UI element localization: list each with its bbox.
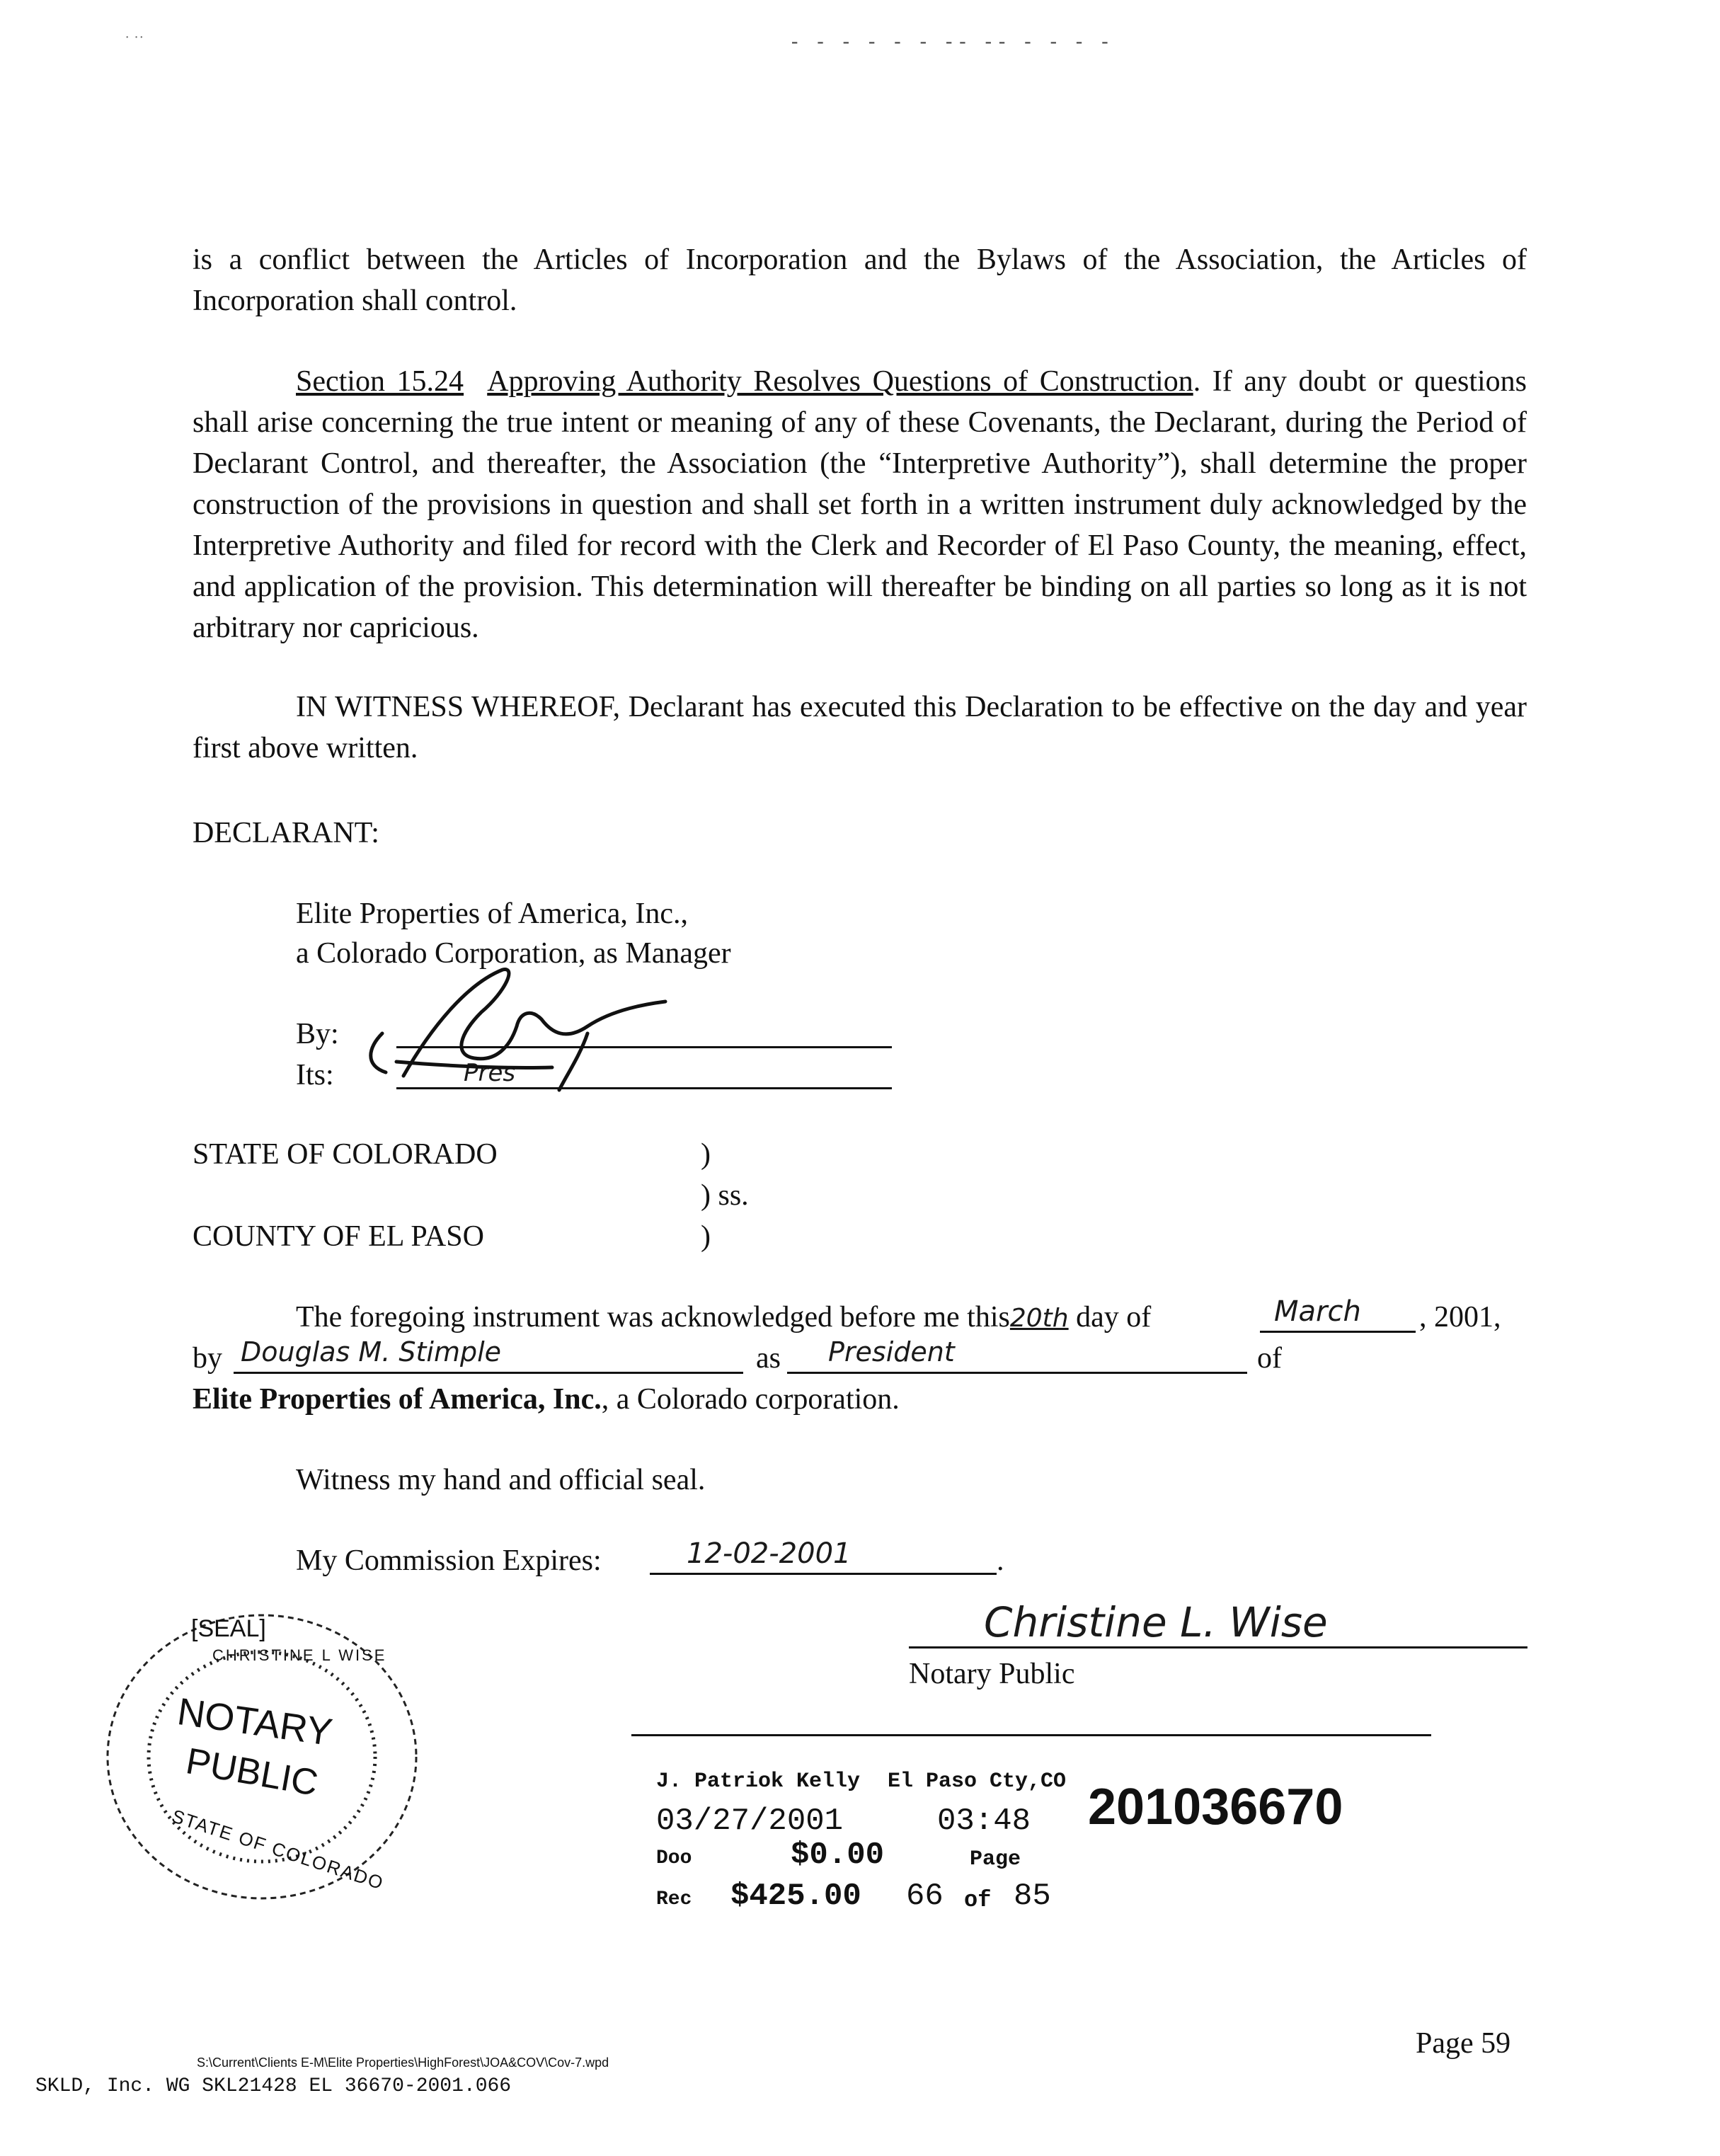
- witness-hand-seal: Witness my hand and official seal.: [296, 1464, 706, 1496]
- seal-text-top: CHRISTINE L WISE: [212, 1646, 387, 1664]
- stamp-recorder: J. Patriok Kelly: [656, 1770, 861, 1794]
- notary-signature-line: [909, 1646, 1527, 1648]
- stamp-top-line: [631, 1734, 1431, 1736]
- its-handwritten: Pres: [464, 1059, 516, 1087]
- paragraph-conflict: is a conflict between the Articles of Incorporation and the Bylaws of the Association, the Articles of Incorporation shall control.: [193, 243, 1527, 317]
- paragraph-in-witness: IN WITNESS WHEREOF, Declarant has executed this Declaration to be effective on the day and year first above written.: [193, 691, 1527, 764]
- stamp-of-label: of: [964, 1887, 992, 1913]
- by-label: By:: [296, 1018, 339, 1050]
- declarant-label: DECLARANT:: [193, 817, 379, 849]
- notary-seal: [99, 1601, 425, 1905]
- ack-line-1: [296, 1297, 1151, 1339]
- seal-center-public: PUBLIC: [183, 1741, 321, 1804]
- ack-name-hand: Douglas M. Stimple: [241, 1336, 502, 1367]
- declarant-signature: [354, 941, 680, 1111]
- stamp-page-num: 66: [906, 1879, 944, 1914]
- section-title: Approving Authority Resolves Questions of Construction: [487, 365, 1193, 398]
- venue-paren-3: ): [701, 1220, 711, 1253]
- stamp-page-total: 85: [1014, 1879, 1051, 1914]
- ack-company-tail: , a Colorado corporation.: [601, 1383, 900, 1416]
- stamp-doc-label: Doo: [656, 1847, 692, 1869]
- ack-month-hand: March: [1274, 1295, 1361, 1328]
- stamp-rec-fee: $425.00: [730, 1879, 861, 1914]
- commission-line: [650, 1573, 997, 1575]
- footer-file-path: S:\Current\Clients E-M\Elite Properties\HighForest\JOA&COV\Cov-7.wpd: [197, 2055, 609, 2070]
- top-marks: ˙ ˙˙: [125, 33, 144, 50]
- ack-line-1-start: The foregoing instrument was acknowledged before me this: [296, 1301, 1010, 1334]
- paragraph-section-15-24: [193, 361, 1527, 648]
- footer-page-number: Page 59: [1416, 2027, 1511, 2060]
- notary-title: Notary Public: [909, 1658, 1075, 1690]
- top-dashes: - - - - - - -- -- - - - -: [791, 30, 1116, 52]
- stamp-page-label: Page: [970, 1847, 1021, 1871]
- ack-company-block: [193, 1379, 1527, 1420]
- commission-period: .: [997, 1544, 1004, 1577]
- month-line: [1260, 1331, 1416, 1333]
- section-number: Section 15.24: [296, 365, 464, 398]
- footer-sked-line: SKLD, Inc. WG SKL21428 EL 36670-2001.066: [35, 2075, 512, 2097]
- stamp-county: El Paso Cty,CO: [888, 1770, 1067, 1794]
- stamp-time: 03:48: [937, 1804, 1031, 1839]
- ack-of-label: of: [1257, 1342, 1282, 1375]
- ack-day-of: day of: [1076, 1301, 1152, 1334]
- ack-year: , 2001,: [1419, 1301, 1501, 1334]
- ack-title-hand: President: [828, 1336, 955, 1367]
- seal-label: [SEAL]: [191, 1615, 266, 1642]
- ack-day-hand: 20th: [1009, 1304, 1069, 1333]
- venue-state: STATE OF COLORADO: [193, 1138, 498, 1171]
- notary-signature-hand: Christine L. Wise: [984, 1598, 1328, 1646]
- venue-county: COUNTY OF EL PASO: [193, 1220, 484, 1253]
- ack-company-bold: Elite Properties of America, Inc.: [193, 1383, 602, 1416]
- company-line-2: a Colorado Corporation, as Manager: [296, 937, 731, 970]
- recording-stamp: [631, 1734, 1445, 1996]
- commission-label: My Commission Expires:: [296, 1544, 602, 1577]
- venue-paren-1: ): [701, 1138, 711, 1171]
- section-body: . If any doubt or questions shall arise concerning the true intent or meaning of any of these Covenants, the Declarant, during the Period of Declarant Control, and thereafter, the Association (the “Interpretive Authority”), shall determine the proper construction of the provisions in question and shall set forth in a written instrument duly acknowledged by the Interpretive Authority and filed for record with the Clerk and Recorder of El Paso County, the meaning, effect, and application of the provision. This determination will thereafter be binding on all parties so long as it is not arbitrary nor capricious.: [193, 365, 1527, 644]
- name-line: [234, 1372, 743, 1374]
- venue-paren-ss: ) ss.: [701, 1179, 749, 1212]
- stamp-date: 03/27/2001: [656, 1804, 844, 1839]
- its-label: Its:: [296, 1059, 334, 1091]
- title-line: [787, 1372, 1247, 1374]
- ack-as: as: [756, 1342, 781, 1375]
- company-line-1: Elite Properties of America, Inc.,: [296, 898, 688, 930]
- ack-by: by: [193, 1342, 222, 1375]
- commission-hand: 12-02-2001: [687, 1537, 852, 1570]
- seal-center-notary: NOTARY: [174, 1690, 336, 1755]
- stamp-doc-fee: $0.00: [791, 1837, 885, 1873]
- ack-of-company: [1257, 1338, 1282, 1379]
- seal-text-bottom: STATE OF COLORADO: [169, 1805, 387, 1894]
- stamp-reception-number: 201036670: [1088, 1779, 1343, 1835]
- stamp-rec-label: Rec: [656, 1888, 692, 1910]
